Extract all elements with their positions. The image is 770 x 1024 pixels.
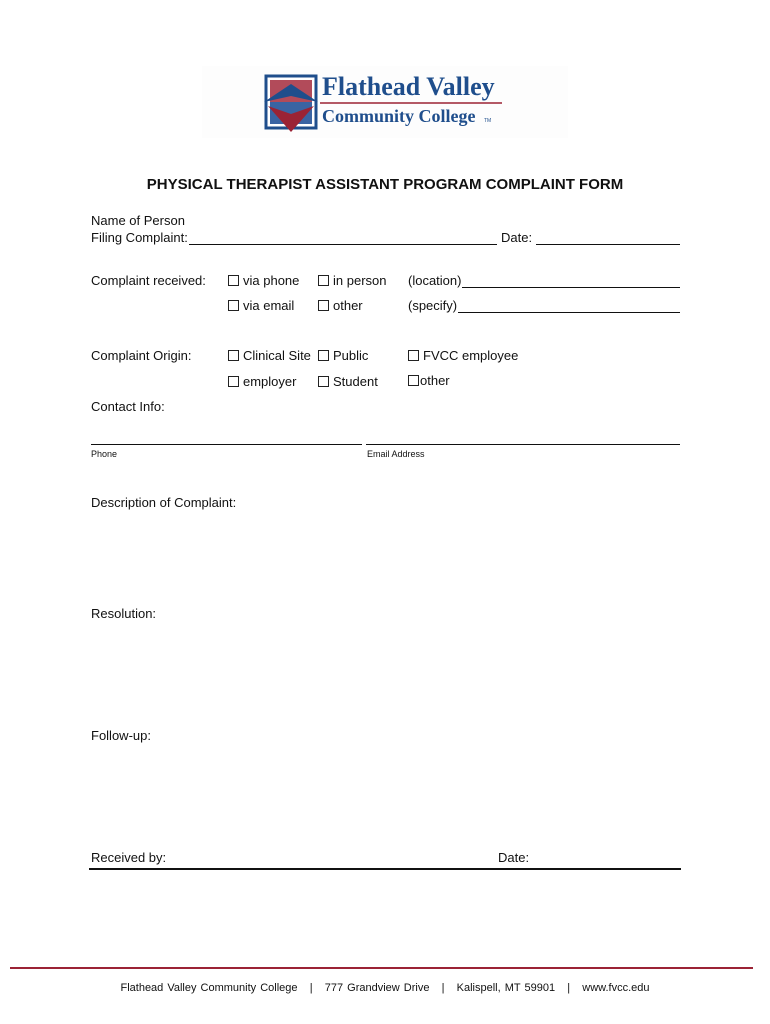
separator: | — [309, 982, 313, 994]
label: other — [333, 298, 363, 313]
label: Clinical Site — [243, 348, 311, 363]
date-label: Date: — [501, 230, 533, 245]
label: other — [420, 373, 450, 388]
checkbox-public[interactable] — [318, 348, 368, 363]
checkbox-via-email[interactable] — [228, 298, 294, 313]
separator: | — [441, 982, 445, 994]
complaint-origin-label: Complaint Origin: — [91, 348, 192, 363]
followup-label: Follow-up: — [91, 728, 151, 743]
label: in person — [333, 273, 387, 288]
location-field[interactable] — [462, 287, 680, 288]
label: Public — [333, 348, 369, 363]
footer-address: 777 Grandview Drive — [324, 982, 430, 994]
phone-label: Phone — [91, 449, 118, 459]
name-field[interactable] — [189, 244, 497, 245]
checkbox-fvcc-employee[interactable] — [408, 348, 518, 363]
name-label-1: Name of Person — [91, 213, 185, 228]
location-label: (location) — [408, 273, 462, 288]
logo-line2: Community College — [322, 106, 476, 126]
footer-rule — [10, 967, 753, 969]
received-by-label: Received by: — [91, 850, 167, 865]
footer-website-link[interactable]: www.fvcc.edu — [582, 982, 650, 994]
description-label: Description of Complaint: — [91, 495, 237, 510]
checkbox-clinical-site[interactable] — [228, 348, 311, 363]
checkbox-employer[interactable] — [228, 374, 296, 389]
college-logo — [202, 66, 568, 138]
logo-tm: TM — [484, 118, 492, 124]
name-label-2: Filing Complaint: — [91, 230, 188, 245]
separator: | — [567, 982, 571, 994]
checkbox-other-origin[interactable] — [408, 373, 450, 388]
date-label-2: Date: — [498, 850, 530, 865]
date-field[interactable] — [536, 244, 680, 245]
email-label: Email Address — [367, 449, 425, 459]
checkbox-other-received[interactable] — [318, 298, 363, 313]
email-field[interactable] — [366, 444, 680, 445]
label: via email — [243, 298, 295, 313]
form-title: PHYSICAL THERAPIST ASSISTANT PROGRAM COMPLAINT FORM — [146, 176, 624, 193]
phone-field[interactable] — [91, 444, 362, 445]
logo-line1: Flathead Valley — [322, 72, 495, 101]
label: Student — [333, 374, 378, 389]
label: via phone — [243, 273, 300, 288]
label: employer — [243, 374, 297, 389]
footer-city: Kalispell, MT 59901 — [456, 982, 556, 994]
complaint-received-label: Complaint received: — [91, 273, 206, 288]
received-by-line[interactable] — [89, 868, 681, 870]
footer — [0, 982, 770, 994]
checkbox-student[interactable] — [318, 374, 378, 389]
specify-label: (specify) — [408, 298, 458, 313]
specify-field[interactable] — [458, 312, 680, 313]
footer-college: Flathead Valley Community College — [120, 982, 298, 994]
checkbox-via-phone[interactable] — [228, 273, 299, 288]
label: FVCC employee — [423, 348, 519, 363]
contact-info-label: Contact Info: — [91, 399, 165, 414]
checkbox-in-person[interactable] — [318, 273, 386, 288]
resolution-label: Resolution: — [91, 606, 157, 621]
